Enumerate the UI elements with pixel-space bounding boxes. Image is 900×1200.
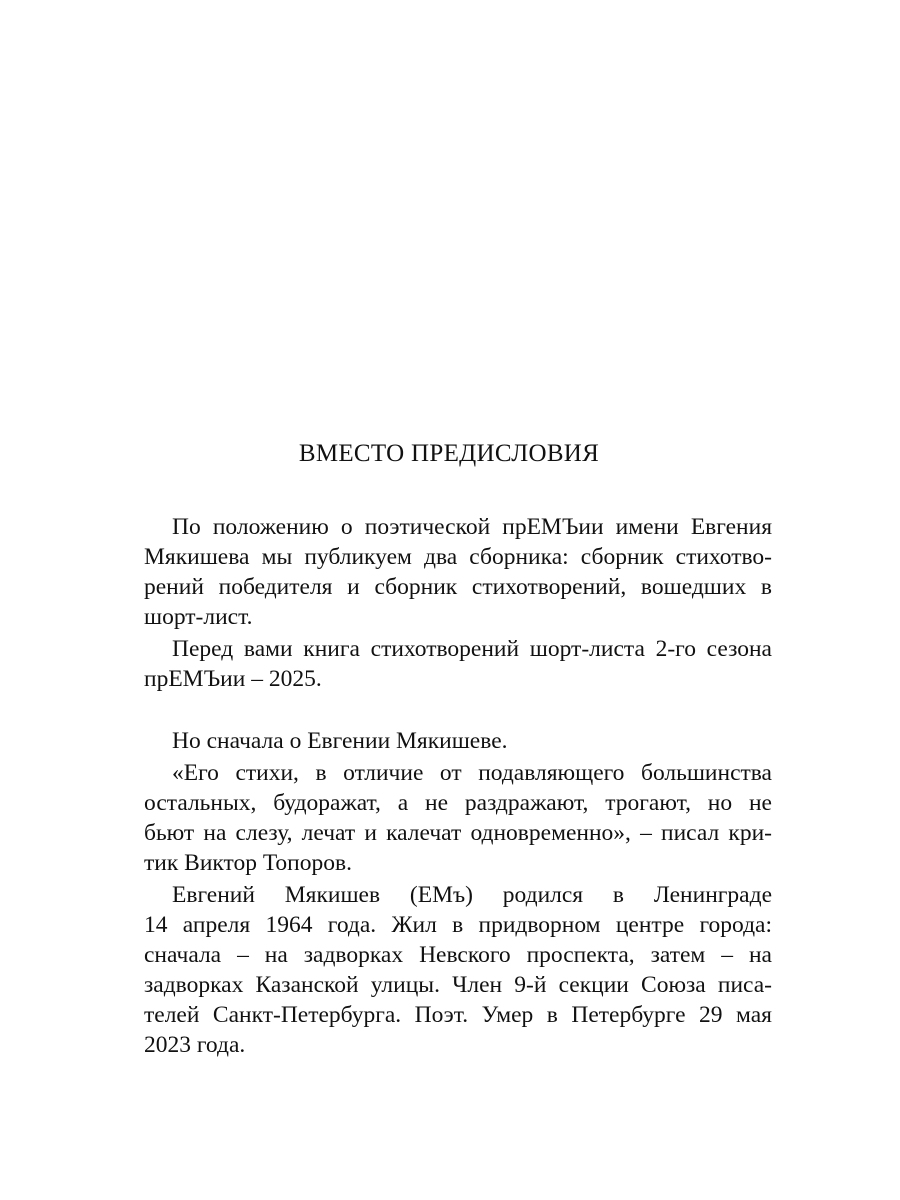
text-line: Перед вами книга стихотворений шорт-листа 2-го сезона xyxy=(172,636,772,662)
text-line: Евгений Мякишев (ЕМъ) родился в Ленинграде xyxy=(172,882,772,908)
text-line: Но сначала о Евгении Мякишеве. xyxy=(172,728,508,754)
text-line: остальных, будоражат, а не раздражают, трогают, но не xyxy=(144,790,772,816)
text-line: 14 апреля 1964 года. Жил в придворном центре города: xyxy=(144,912,772,938)
text-line: прЕМЪии – 2025. xyxy=(144,666,322,692)
paragraph-about-author xyxy=(116,726,772,756)
text-line: сначала – на задворках Невского проспекта, затем – на xyxy=(144,942,772,968)
document-page xyxy=(116,436,772,1062)
text-line: задворках Казанской улицы. Член 9-й секции Союза писа- xyxy=(144,972,772,998)
paragraph-prize-rules xyxy=(116,512,772,632)
text-line: шорт-лист. xyxy=(144,604,253,630)
text-line: «Его стихи, в отличие от подавляющего большинства xyxy=(172,760,772,786)
paragraph-quote xyxy=(116,758,772,878)
text-line: телей Санкт-Петербурга. Поэт. Умер в Петербурге 29 мая xyxy=(144,1002,772,1028)
section-title: ВМЕСТО ПРЕДИСЛОВИЯ xyxy=(298,440,600,467)
text-line: По положению о поэтической прЕМЪии имени Евгения xyxy=(172,514,772,540)
text-line: бьют на слезу, лечат и калечат одновременно», – писал кри- xyxy=(144,820,772,846)
text-line: 2023 года. xyxy=(144,1032,246,1058)
text-line: тик Виктор Топоров. xyxy=(144,850,352,876)
paragraph-biography xyxy=(116,880,772,1060)
text-line: Мякишева мы публикуем два сборника: сборник стихотво- xyxy=(144,544,772,570)
text-line: рений победителя и сборник стихотворений, вошедших в xyxy=(144,574,772,600)
paragraph-gap xyxy=(116,696,772,726)
paragraph-book-intro xyxy=(116,634,772,694)
